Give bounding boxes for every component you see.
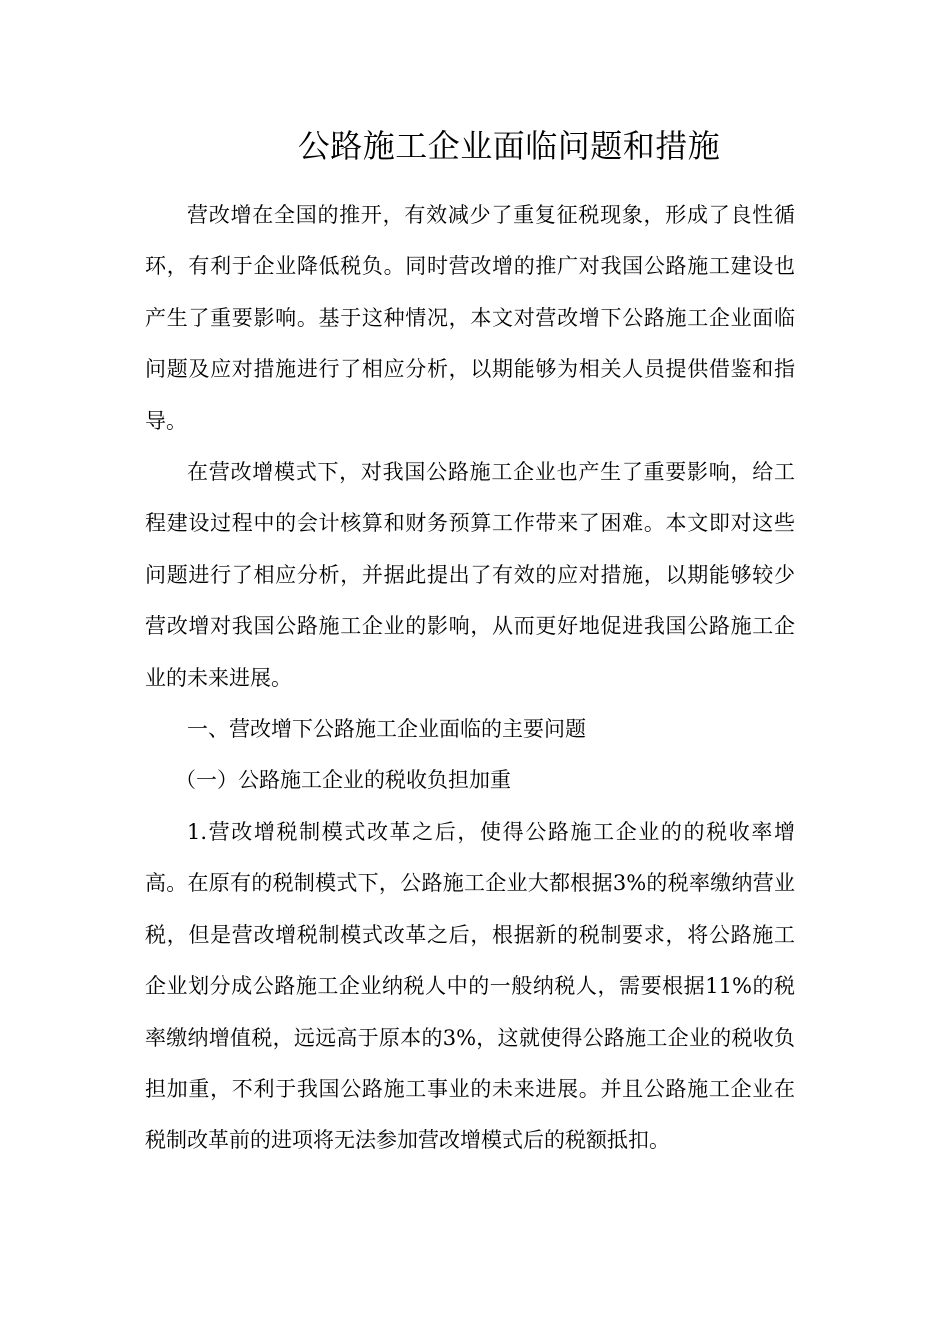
paragraph-tax-rate: 1.营改增税制模式改革之后，使得公路施工企业的的税收率增高。在原有的税制模式下，公路施工企业大都根据3%的税率缴纳营业税，但是营改增税制模式改革之后，根据新的税制要求，将公路施工企业划分成公路施工企业纳税人中的一般纳税人，需要根据11%的税率缴纳增值税，远远高于原本的3%，这就使得公路施工企业的税收负担加重，不利于我国公路施工事业的未来进展。并且公路施工企业在税制改革前的进项将无法参加营改增模式后的税额抵扣。 bbox=[145, 819, 795, 1153]
section-heading: 一、营改增下公路施工企业面临的主要问题 bbox=[187, 717, 586, 742]
subsection-heading: （一）公路施工企业的税收负担加重 bbox=[175, 768, 511, 793]
document-body bbox=[145, 190, 795, 1167]
document-title: 公路施工企业面临问题和措施 bbox=[297, 127, 721, 165]
paragraph-intro: 营改增在全国的推开，有效减少了重复征税现象，形成了良性循环，有利于企业降低税负。同时营改增的推广对我国公路施工建设也产生了重要影响。基于这种情况，本文对营改增下公路施工企业面临问题及应对措施进行了相应分析，以期能够为相关人员提供借鉴和指导。 bbox=[145, 203, 795, 433]
paragraph-overview: 在营改增模式下，对我国公路施工企业也产生了重要影响，给工程建设过程中的会计核算和财务预算工作带来了困难。本文即对这些问题进行了相应分析，并据此提出了有效的应对措施，以期能够较少营改增对我国公路施工企业的影响，从而更好地促进我国公路施工企业的未来进展。 bbox=[145, 460, 795, 690]
